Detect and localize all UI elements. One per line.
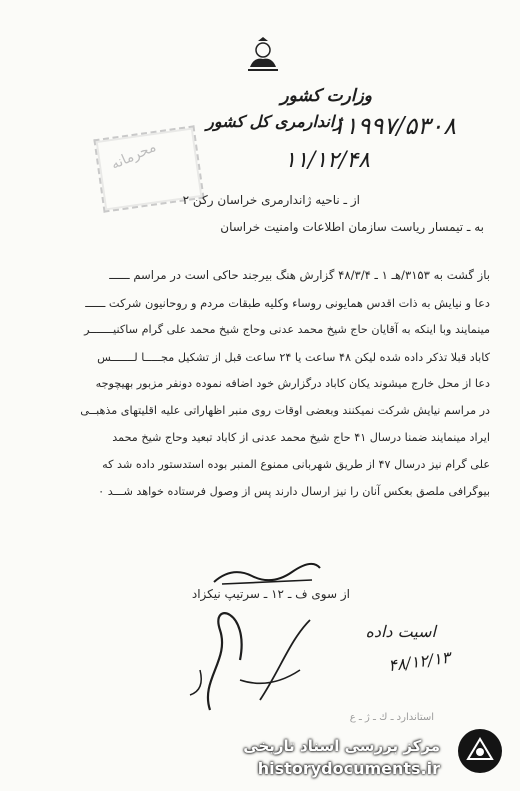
body-line-4: کاباد قبلا تذکر داده شده لیکن ۴۸ ساعت یا ۲۴ ساعت قبل از تشکیل مجـــــا لـــــــس [97,351,490,364]
letter-number: ۱۱۹۹۷/۵۳۰۸ [331,112,456,140]
signature-scribble [212,562,322,588]
body-line-6: در مراسم نیایش شرکت نمیکنند وبعضی اوقات روی منبر اظهاراتی علیه اقلیتهای مذهبــی [80,404,490,417]
body-line-1: باز گشت به ۳۱۵۳/هـ ۱ ـ ۴۸/۳/۴ گزارش هنگ بیرجند حاکی است در مراسم ــــــ [109,268,490,282]
signature-line: از سوی ف ـ ۱۲ ـ سرتیپ نیکزاد [191,587,350,601]
watermark-url: historydocuments.ir [257,759,440,778]
from-line: از ـ ناحیه ژاندارمری خراسان رکن ۲ [182,193,360,207]
gendarmerie-title: ژاندارمری کل کشور [206,112,342,131]
body-line-2: دعا و نیایش به ذات اقدس همایونی روساء وکلیه طبقات مردم و روحانیون شرکت ــــــ [85,296,490,310]
margin-note-2: ۴۸/۱۲/۱۳ [386,647,452,676]
body-line-9: بیوگرافی ملصق بعکس آنان را نیز ارسال دارند پس از وصول فرستاده خواهد شـــد ٠ [98,485,490,498]
body-line-7: ایراد مینمایند ضمنا درسال ۴۱ حاج شیخ محمد عدنی از کاباد تبعید وحاج شیخ محمد [112,431,490,444]
classification-stamp-text: محرمانه [108,139,159,173]
body-line-3: مینمایند وبا اینکه به آقایان حاج شیخ محمد عدنی وحاج شیخ محمد علی گرام ساکنیـــــــر [84,323,490,336]
watermark-title: مرکز بررسی اسناد تاریخی [243,737,440,755]
ministry-title: وزارت کشور [280,86,372,106]
body-line-5: دعا از محل خارج میشوند یکان کاباد درگزارش خود اضافه نموده دونفر مزبور بهیچوجه [95,377,490,390]
lion-and-sun-emblem [244,37,282,73]
to-line: به ـ تیمسار ریاست سازمان اطلاعات وامنیت خراسان [220,220,484,234]
handwritten-annotations [180,600,350,720]
letter-date: ۱۱/۱۲/۴۸ [284,148,370,173]
margin-note-1: اسیت داده [365,622,436,641]
body-line-8: علی گرام نیز درسال ۴۷ از طریق شهربانی ممنوع المنبر بوده استدستور داده شد که [102,458,490,471]
archive-logo-icon [462,733,498,769]
footer-code: استاندارد ـ ك ـ ژ ـ ع [349,712,434,723]
